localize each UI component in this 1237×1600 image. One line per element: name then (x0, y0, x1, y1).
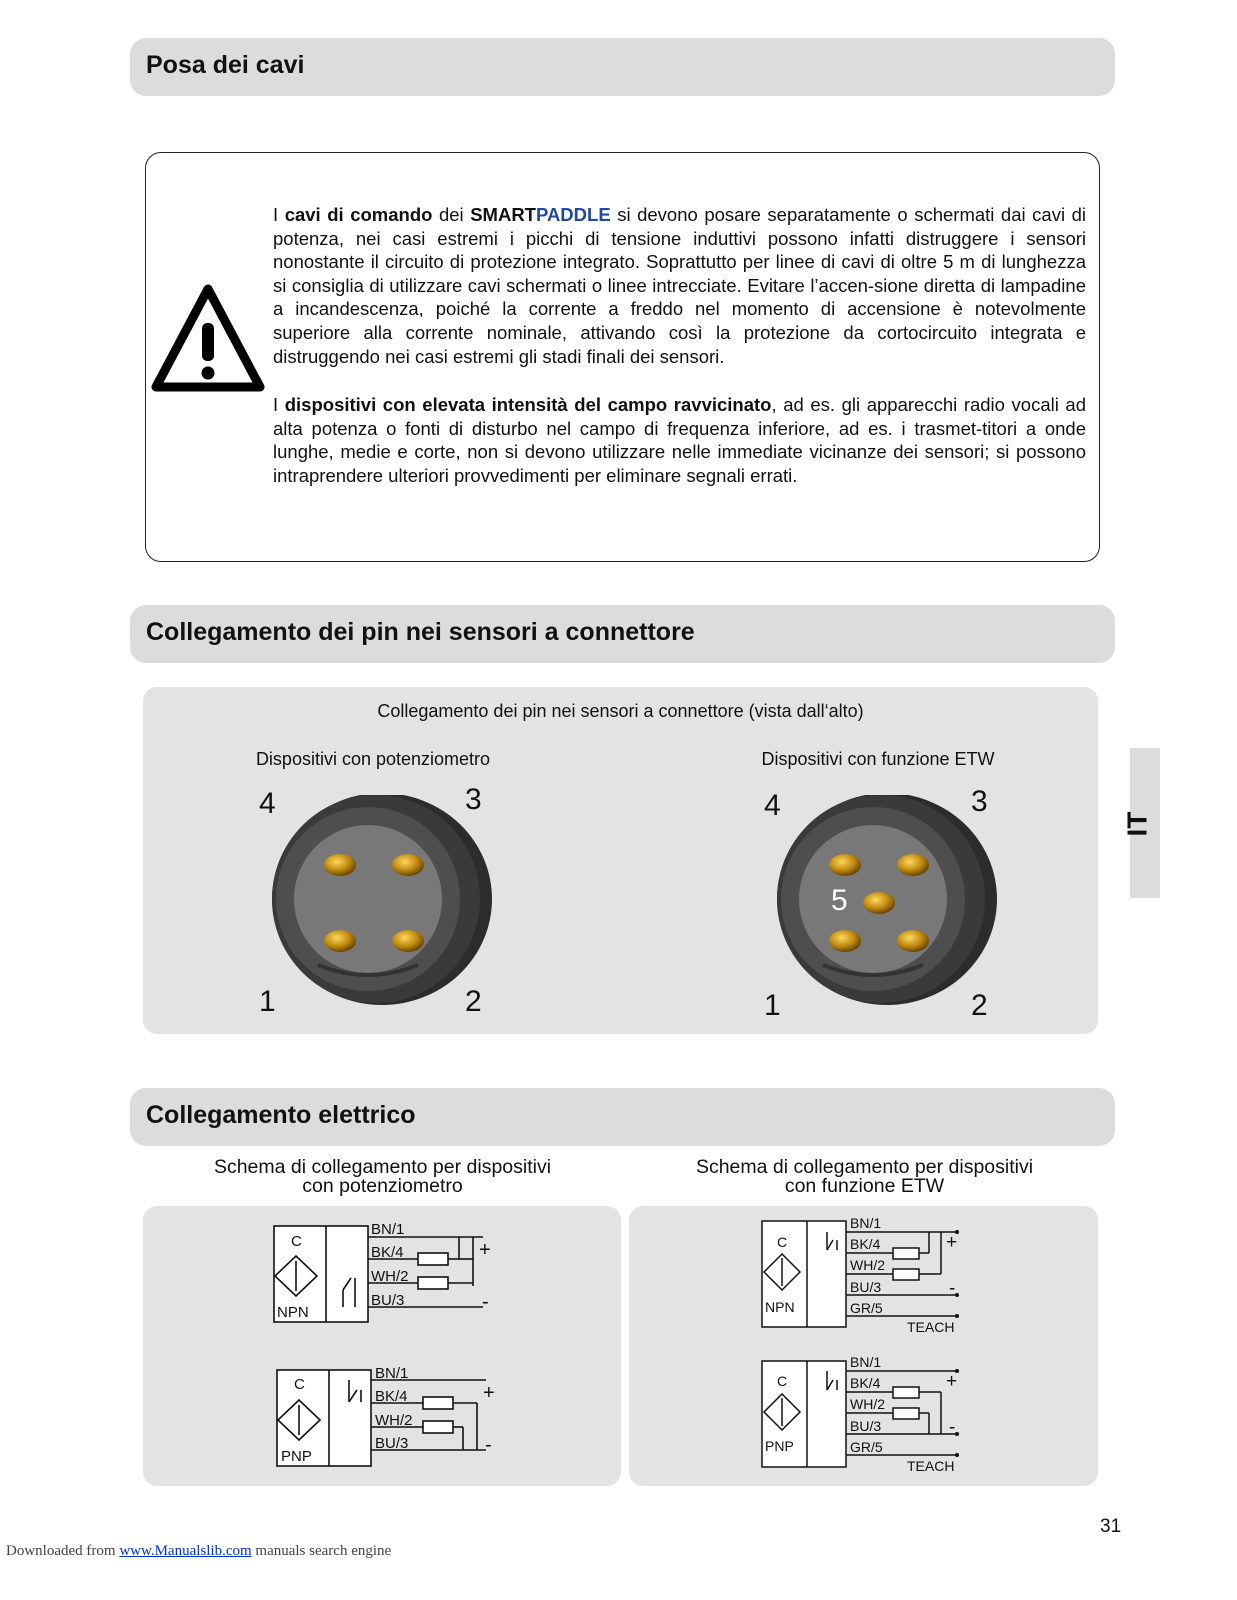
page-number: 31 (1100, 1516, 1122, 1537)
plus-label: + (946, 1371, 958, 1392)
section-header-pins (130, 605, 1115, 663)
wire-bk-label: BK/4 (850, 1375, 881, 1391)
wire-gr-label: GR/5 (850, 1439, 883, 1455)
wire-bu-label: BU/3 (375, 1435, 409, 1452)
plus-label: + (479, 1239, 491, 1261)
wire-bn-label: BN/1 (850, 1215, 882, 1231)
plus-label: + (946, 1232, 958, 1253)
wire-wh-label: WH/2 (375, 1412, 413, 1429)
minus-label: - (485, 1434, 492, 1456)
potentiometer-devices-label: Dispositivi con potenziometro (255, 749, 491, 769)
pnp-label: PNP (765, 1438, 794, 1454)
pin-label-3: 3 (465, 783, 482, 816)
teach-label: TEACH (907, 1458, 955, 1474)
c-label: C (777, 1234, 788, 1250)
wire-wh-label: WH/2 (850, 1257, 885, 1273)
minus-label: - (949, 1278, 956, 1299)
pin-label-2: 2 (465, 985, 482, 1018)
plus-label: + (483, 1382, 495, 1404)
minus-label: - (949, 1417, 956, 1438)
pin-panel-caption: Collegamento dei pin nei sensori a connettore (vista dall‘alto) (377, 701, 864, 721)
pin-label-4: 4 (259, 787, 276, 820)
notice-paragraph-1: I cavi di comando dei SMARTPADDLE si devono posare separatamente o schermati dai cavi di potenza, nei casi estremi i picchi di tensione induttivi possono infatti distruggere i sensori nonostante il circuito di protezione integrato. Soprattutto per linee di cavi di oltre 5 m di lunghezza si consiglia di utilizzare cavi schermati o linee intrecciate. Evitare l’accen-sione diretta di lampadine a incandescenza, poiché la corrente a freddo nel momento di accensione è notevolmente superiore alla corrente nominale, attivando così la protezione da cortocircuito integrata e distruggendo nei casi estremi gli stadi finali dei sensori. (273, 204, 1086, 367)
wiring-panel-potentiometer (143, 1206, 621, 1486)
section-header-electric (130, 1088, 1115, 1146)
wire-bu-label: BU/3 (850, 1279, 882, 1295)
pin-label-4: 4 (764, 789, 781, 822)
wire-gr-label: GR/5 (850, 1300, 883, 1316)
wiring-title-etw: Schema di collegamento per dispositivi con funzione ETW (695, 1156, 1034, 1197)
section-title: Posa dei cavi (146, 51, 305, 79)
pin-label-3: 3 (971, 785, 988, 818)
pin-label-1: 1 (764, 989, 781, 1022)
npn-label: NPN (765, 1299, 795, 1315)
wiring-panel-etw (629, 1206, 1098, 1486)
manualslib-link[interactable]: www.Manualslib.com (119, 1543, 252, 1559)
pin-label-5: 5 (831, 884, 848, 917)
minus-label: - (482, 1291, 489, 1313)
pin-label-2: 2 (971, 989, 988, 1022)
wiring-schematic-potentiometer (143, 1206, 621, 1486)
download-footer: Downloaded from www.Manualslib.com manuals search engine (6, 1543, 392, 1559)
wire-bn-label: BN/1 (850, 1354, 882, 1370)
c-label: C (291, 1233, 302, 1250)
notice-paragraph-2: I dispositivi con elevata intensità del campo ravvicinato, ad es. gli apparecchi radio vocali ad alta potenza o fonti di disturbo nel campo di frequenza inferiore, ad es. i trasmet-titori a onde lunghe, medie e corte, non si devono utilizzare nelle immediate vicinanze dei sensori; si possono intraprendere ulteriori provvedimenti per eliminare segnali errati. (273, 394, 1087, 486)
wire-bn-label: BN/1 (375, 1365, 409, 1382)
pin-label-1: 1 (259, 985, 276, 1018)
section-header-cables (130, 38, 1115, 96)
etw-devices-label: Dispositivi con funzione ETW (761, 749, 995, 769)
warning-notice-box (145, 152, 1100, 562)
pnp-label: PNP (281, 1448, 312, 1465)
wire-bu-label: BU/3 (371, 1292, 405, 1309)
wiring-title-potentiometer: Schema di collegamento per dispositivi con potenziometro (213, 1156, 552, 1197)
warning-triangle-icon (150, 283, 266, 395)
wiring-schematic-etw (629, 1206, 1098, 1486)
c-label: C (294, 1376, 305, 1393)
connector-4pin-diagram (258, 795, 498, 1015)
wire-bk-label: BK/4 (375, 1388, 408, 1405)
section-title: Collegamento dei pin nei sensori a connettore (146, 618, 695, 646)
wire-wh-label: WH/2 (371, 1268, 409, 1285)
wire-bk-label: BK/4 (850, 1236, 881, 1252)
connector-5pin-diagram (763, 795, 1003, 1015)
section-title: Collegamento elettrico (146, 1101, 416, 1129)
wire-bn-label: BN/1 (371, 1221, 405, 1238)
c-label: C (777, 1373, 788, 1389)
wire-bu-label: BU/3 (850, 1418, 882, 1434)
pin-connection-panel (143, 687, 1098, 1034)
wire-wh-label: WH/2 (850, 1396, 885, 1412)
language-tab-label: IT (1121, 811, 1153, 837)
language-tab (1121, 748, 1160, 898)
teach-label: TEACH (907, 1319, 955, 1335)
npn-label: NPN (277, 1304, 309, 1321)
wire-bk-label: BK/4 (371, 1244, 404, 1261)
